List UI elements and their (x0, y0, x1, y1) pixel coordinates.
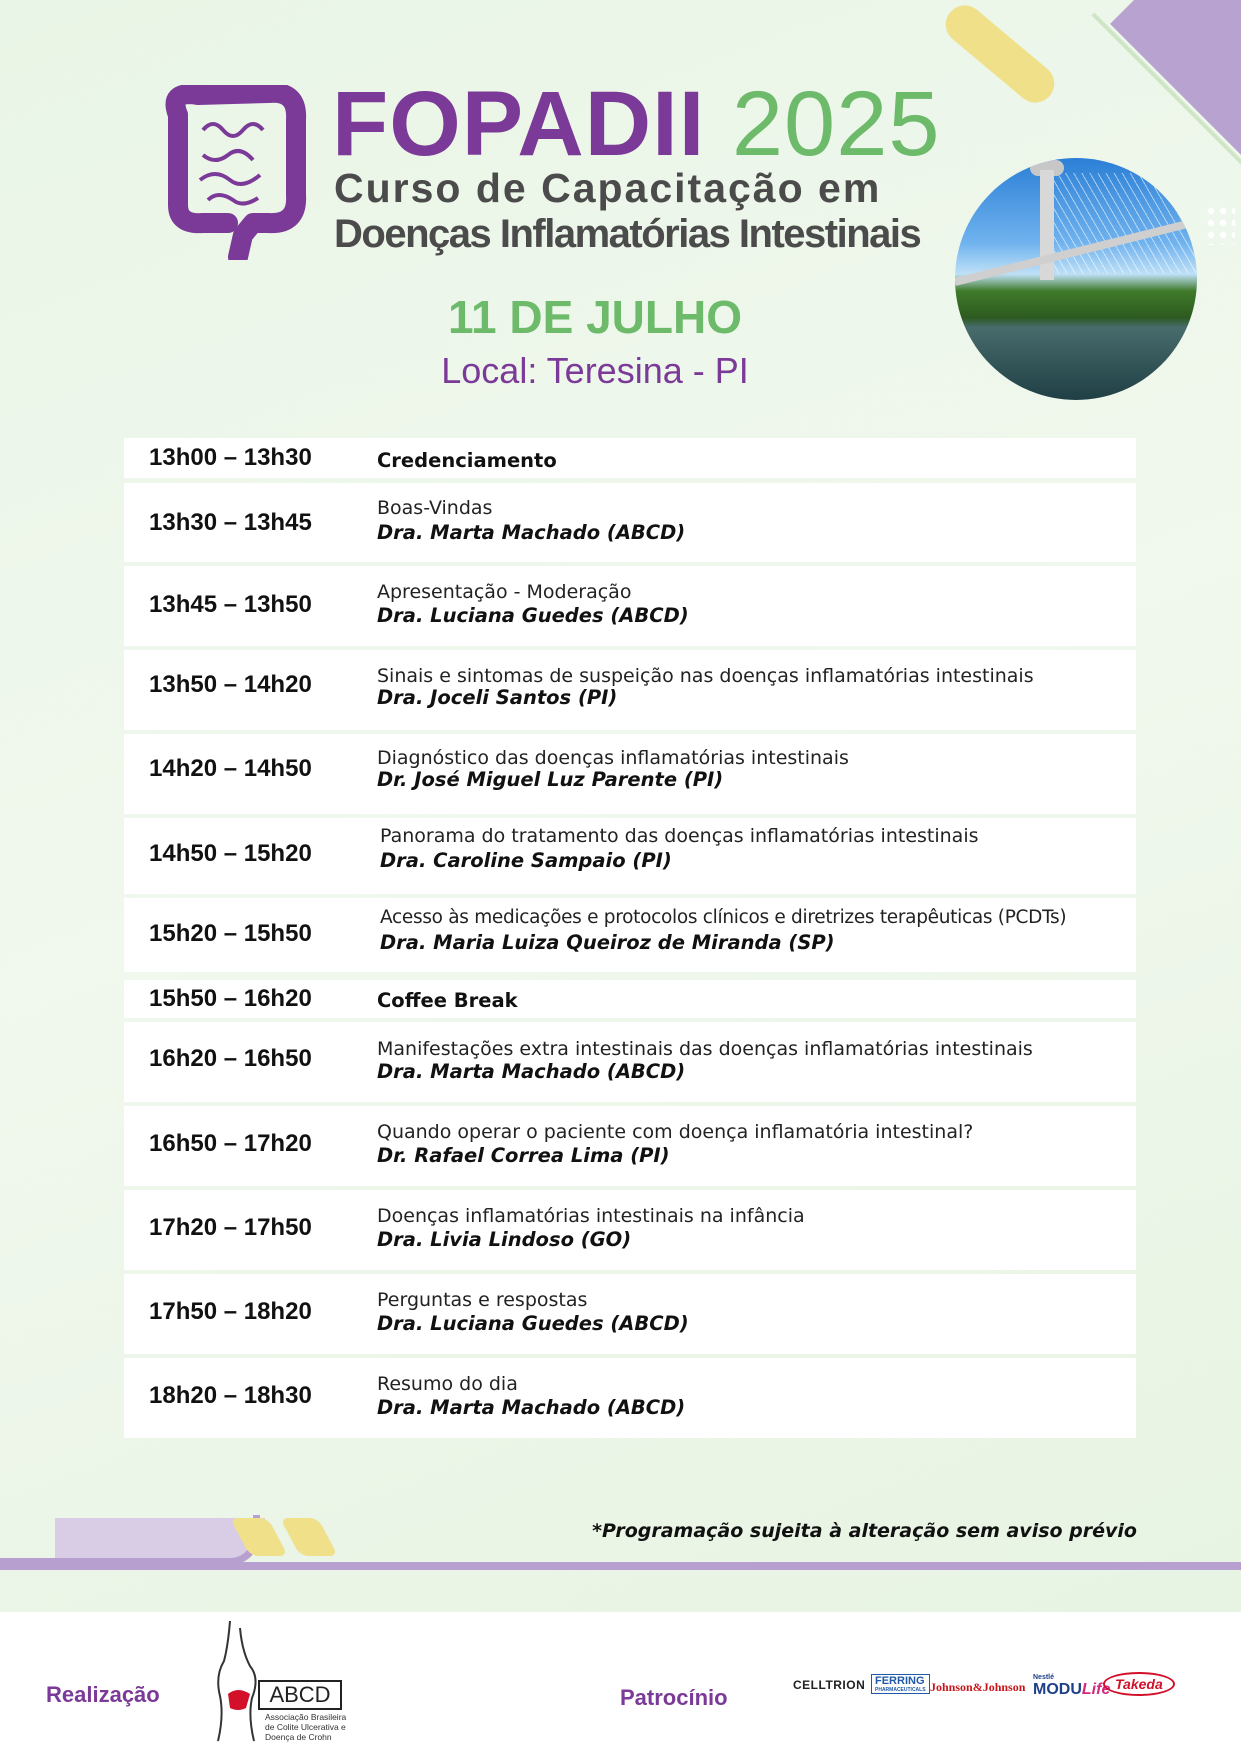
schedule-time: 16h50 – 17h20 (149, 1130, 312, 1157)
abcd-logo-text: ABCD (258, 1680, 342, 1710)
event-title (332, 73, 941, 175)
schedule-topic: Apresentação - Moderação (377, 581, 632, 603)
schedule-time: 15h50 – 16h20 (149, 985, 312, 1012)
schedule-speaker: Dra. Marta Machado (ABCD) (377, 1396, 686, 1419)
schedule-topic: Quando operar o paciente com doença inflamatória intestinal? (377, 1121, 974, 1143)
schedule-row (124, 438, 1136, 478)
sponsor-modulife-logo (1033, 1674, 1110, 1699)
schedule-row (124, 1106, 1136, 1186)
event-subtitle-line1: Curso de Capacitação em (334, 165, 882, 211)
schedule-row (124, 980, 1136, 1018)
schedule-speaker: Dra. Joceli Santos (PI) (377, 686, 618, 709)
schedule-speaker: Dra. Marta Machado (ABCD) (377, 521, 686, 544)
decorative-dots (1205, 205, 1235, 245)
schedule-speaker: Dr. Rafael Correa Lima (PI) (377, 1144, 670, 1167)
sponsor-takeda-logo: Takeda (1103, 1672, 1175, 1696)
sponsor-jnj-logo: Johnson&Johnson (930, 1680, 1026, 1694)
schedule-speaker: Dra. Luciana Guedes (ABCD) (377, 1312, 689, 1335)
sponsor-modulife-b: Life (1081, 1681, 1111, 1698)
footer-realizacao-label: Realização (46, 1682, 160, 1707)
schedule-topic: Sinais e sintomas de suspeição nas doenças inflamatórias intestinais (377, 665, 1034, 687)
schedule-time: 14h20 – 14h50 (149, 755, 312, 782)
schedule-disclaimer: *Programação sujeita à alteração sem aviso prévio (592, 1520, 1137, 1542)
schedule-speaker: Dra. Luciana Guedes (ABCD) (377, 604, 689, 627)
schedule-speaker: Dra. Livia Lindoso (GO) (377, 1228, 632, 1251)
event-title-name: FOPADII (332, 73, 706, 175)
sponsor-ferring-sub: PHARMACEUTICALS (875, 1687, 926, 1693)
schedule-row (124, 734, 1136, 814)
schedule-topic: Doenças inflamatórias intestinais na infância (377, 1205, 805, 1227)
event-date: 11 DE JULHO (448, 291, 742, 343)
decorative-shape-outline (0, 1515, 260, 1565)
sponsor-nestle-label: Nestlé (1033, 1674, 1055, 1681)
footer (0, 1612, 1241, 1755)
schedule-row (124, 1358, 1136, 1438)
sponsor-modulife-a: MODU (1033, 1681, 1082, 1698)
schedule-row (124, 1022, 1136, 1102)
schedule-time: 18h20 – 18h30 (149, 1382, 312, 1409)
schedule-time: 15h20 – 15h50 (149, 920, 312, 947)
schedule-time: 17h50 – 18h20 (149, 1298, 312, 1325)
sponsor-ferring-logo (871, 1674, 930, 1694)
schedule-topic: Diagnóstico das doenças inflamatórias intestinais (377, 747, 849, 769)
event-subtitle-line2: Doenças Inflamatórias Intestinais (334, 212, 921, 256)
sponsor-celltrion-logo: CELLTRION (793, 1678, 866, 1692)
schedule-row (124, 1190, 1136, 1270)
schedule-label: Coffee Break (377, 989, 518, 1012)
sponsor-ferring-name: FERRING (875, 1675, 925, 1687)
schedule-time: 14h50 – 15h20 (149, 840, 312, 867)
schedule-row (124, 566, 1136, 646)
schedule-topic: Acesso às medicações e protocolos clínicos e diretrizes terapêuticas (PCDTs) (380, 907, 1067, 928)
schedule-speaker: Dra. Caroline Sampaio (PI) (380, 849, 672, 872)
footer-patrocinio-label: Patrocínio (620, 1685, 728, 1710)
schedule-row (124, 898, 1136, 972)
schedule-row (124, 483, 1136, 562)
schedule-time: 13h50 – 14h20 (149, 671, 312, 698)
schedule-topic: Panorama do tratamento das doenças inflamatórias intestinais (380, 825, 979, 847)
schedule-row (124, 818, 1136, 894)
schedule-time: 13h30 – 13h45 (149, 509, 312, 536)
decorative-bottom-line (0, 1562, 1241, 1570)
schedule-speaker: Dra. Marta Machado (ABCD) (377, 1060, 686, 1083)
schedule-time: 16h20 – 16h50 (149, 1045, 312, 1072)
decorative-stripe-yellow (938, 0, 1062, 110)
abcd-full-name: Associação Brasileira de Colite Ulcerativa e Doença de Crohn (265, 1712, 347, 1742)
schedule-topic: Resumo do dia (377, 1373, 518, 1395)
colon-logo-icon (158, 85, 308, 260)
schedule-speaker: Dr. José Miguel Luz Parente (PI) (377, 768, 724, 791)
schedule-topic: Perguntas e respostas (377, 1289, 588, 1311)
schedule-topic: Manifestações extra intestinais das doenças inflamatórias intestinais (377, 1038, 1033, 1060)
schedule-time: 13h00 – 13h30 (149, 444, 312, 471)
decorative-yellow-block (280, 1518, 338, 1556)
schedule-topic: Boas-Vindas (377, 497, 493, 519)
schedule-time: 17h20 – 17h50 (149, 1214, 312, 1241)
event-location: Local: Teresina - PI (441, 350, 749, 391)
schedule-speaker: Dra. Maria Luiza Queiroz de Miranda (SP) (380, 931, 835, 954)
schedule-row (124, 1274, 1136, 1354)
event-title-year: 2025 (731, 73, 941, 175)
schedule-label: Credenciamento (377, 449, 557, 472)
schedule-time: 13h45 – 13h50 (149, 591, 312, 618)
schedule-row (124, 650, 1136, 730)
